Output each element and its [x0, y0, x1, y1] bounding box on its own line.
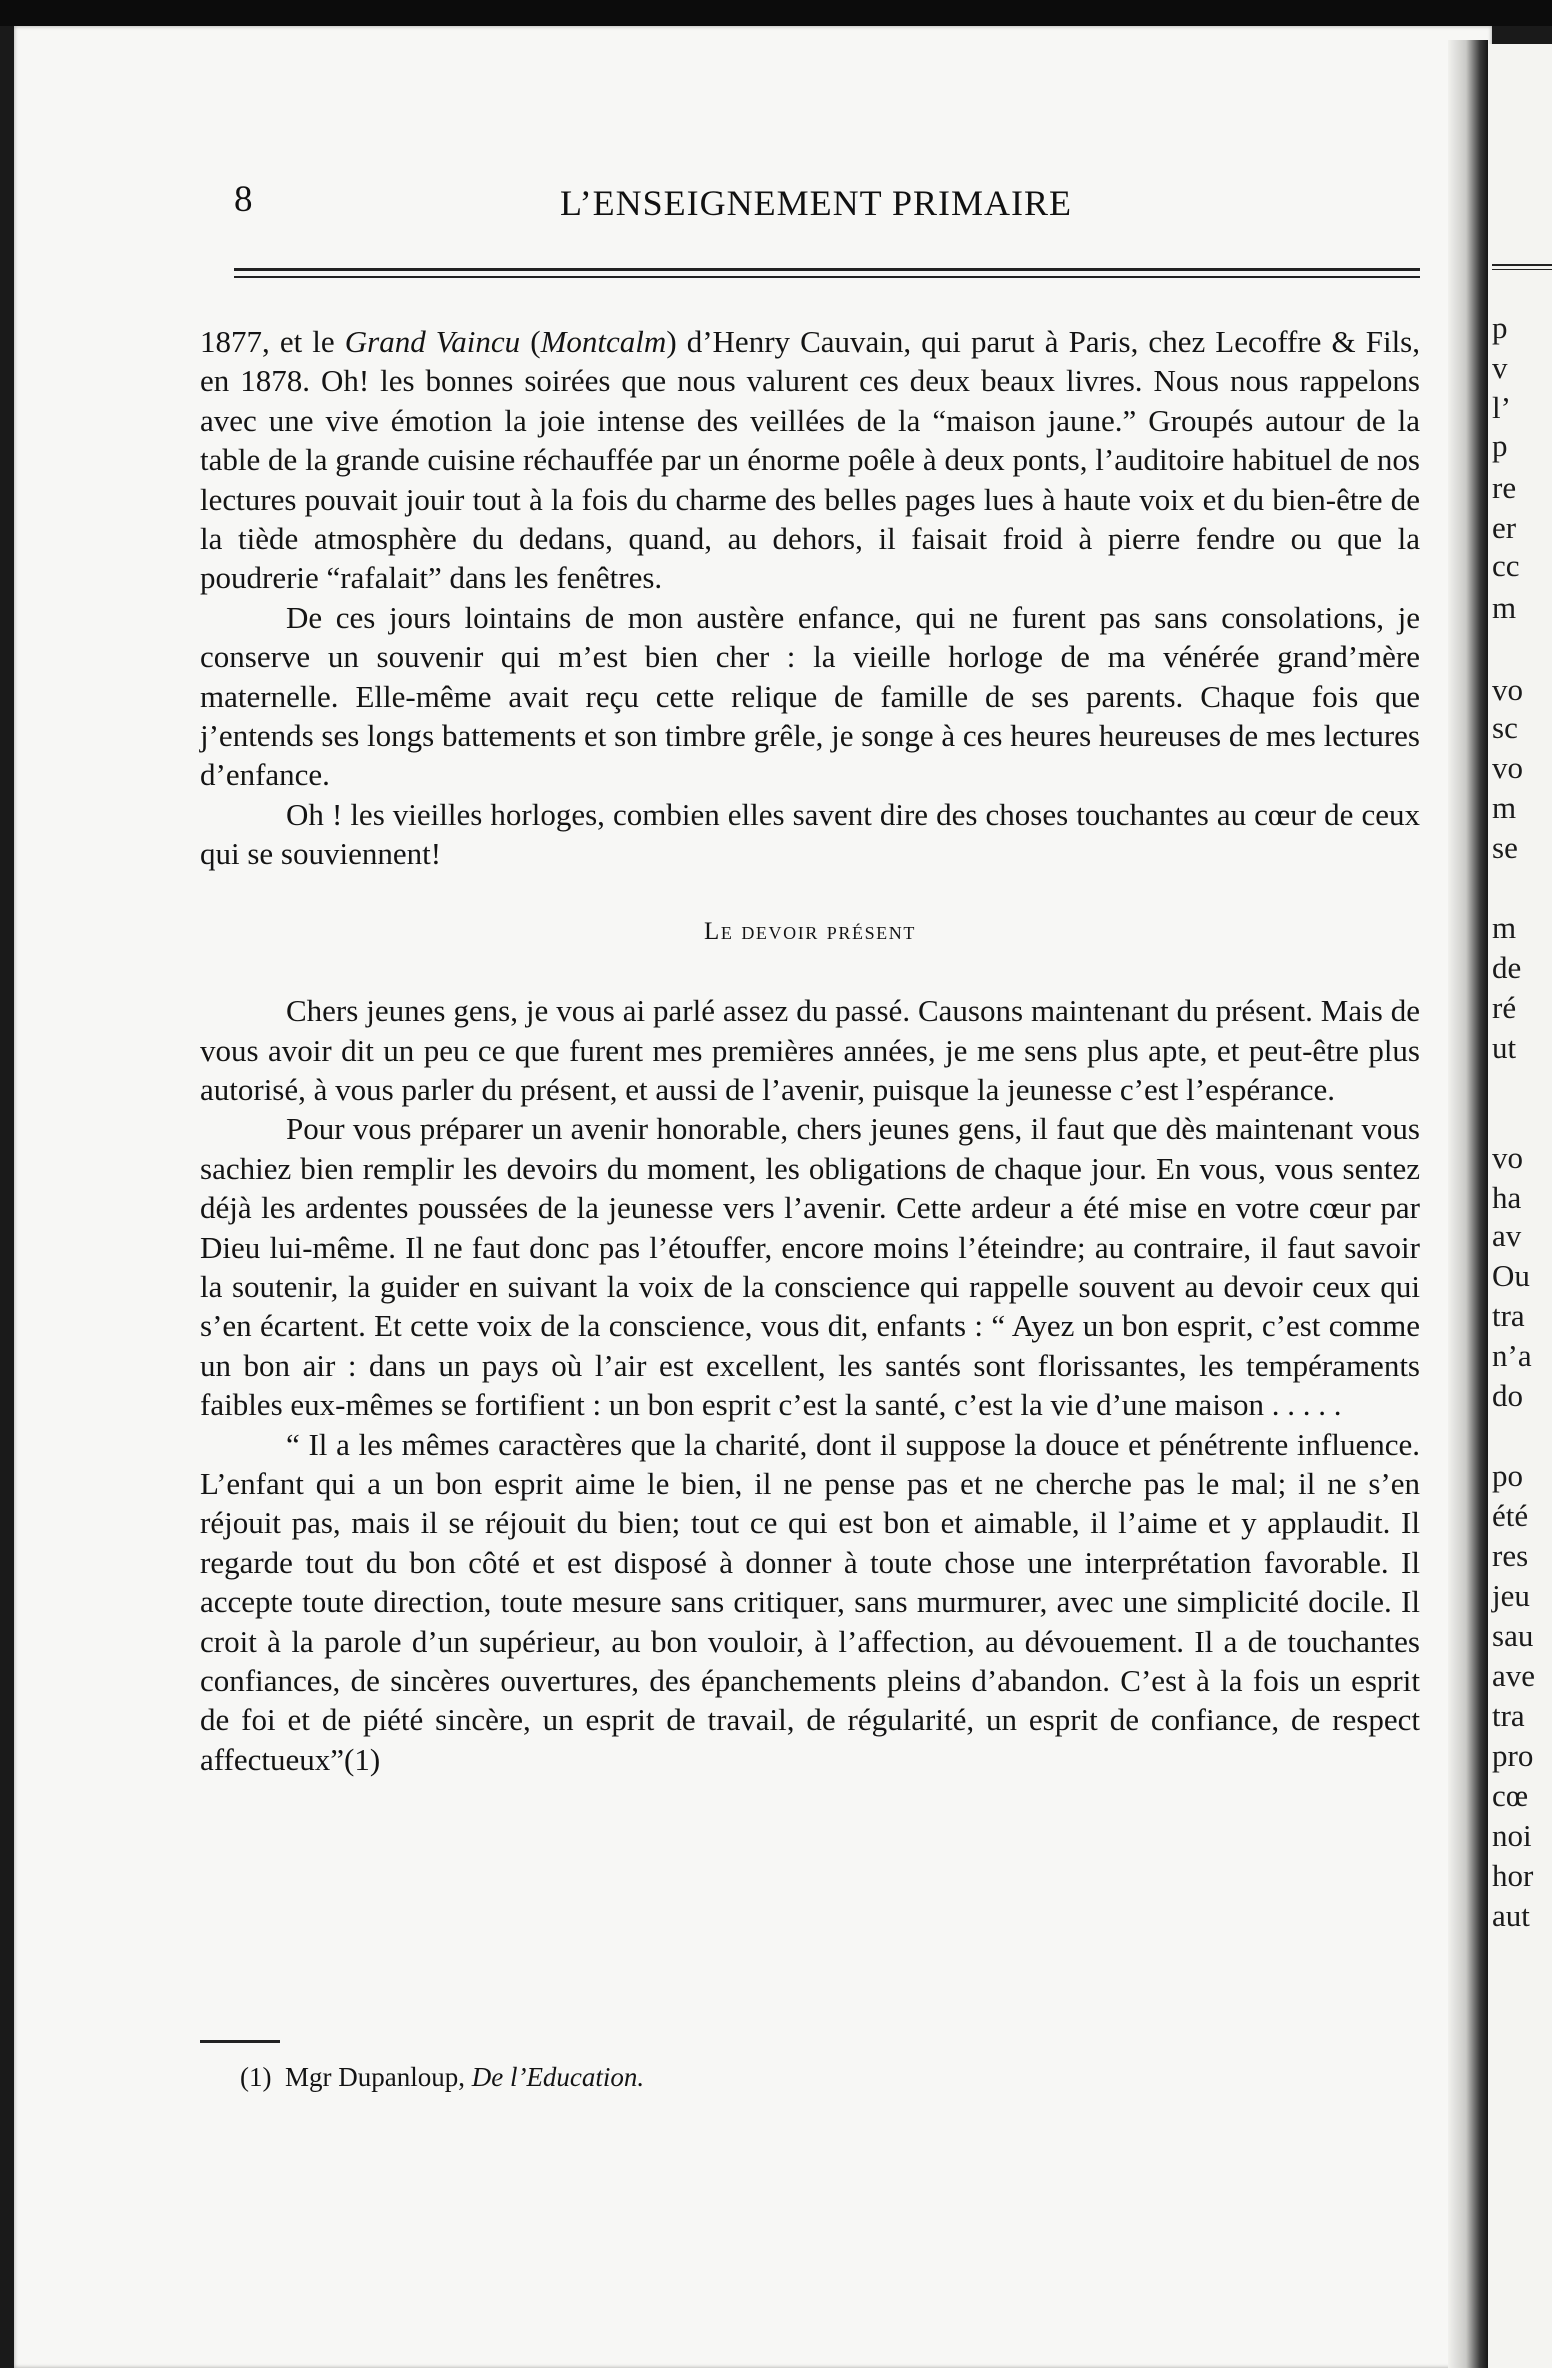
facing-text-fragment: m — [1492, 910, 1517, 945]
facing-text-fragment: cœ — [1492, 1778, 1529, 1813]
facing-text-fragment: pro — [1492, 1738, 1534, 1773]
footnote-marker: (1) — [240, 2062, 272, 2092]
facing-text-fragment: sc — [1492, 710, 1518, 745]
facing-text-fragment: ha — [1492, 1180, 1522, 1215]
book-title: Grand Vaincu — [344, 324, 521, 359]
header-rule — [234, 268, 1420, 278]
facing-text-fragment: jeu — [1492, 1578, 1530, 1613]
paragraph-6: “ Il a les mêmes caractères que la charité, dont il suppose la douce et pénétrente influence. L’enfant qui a un bon esprit aime le bien, il ne pense pas et ne cherche pas le mal; il ne s’en réjouit pas, mais il se réjouit du bien; tout ce qui est bon et aimable, il l’aime et y applaudit. Il regarde tout du bon côté et est disposé à donner à toute chose une interprétation favorable. Il accepte toute direction, toute mesure sans critiquer, sans murmurer, avec une simplicité docile. Il croit à la parole d’un supérieur, au bon vouloir, à l’affection, au dévouement. Il a de touchantes confiances, de sincères ouvertures, des épanchements pleins d’abandon. C’est à la fois un esprit de foi et de piété sincère, un esprit de travail, de régularité, un esprit de confiance, de respect affectueux”(1) — [200, 1426, 1420, 1777]
facing-text-fragment: vo — [1492, 672, 1523, 707]
facing-page-edge — [1488, 44, 1552, 2368]
facing-text-fragment: ave — [1492, 1658, 1536, 1693]
facing-text-fragment: n’a — [1492, 1338, 1532, 1373]
text-run: ( — [520, 324, 541, 359]
facing-text-fragment: aut — [1492, 1898, 1530, 1933]
facing-text-fragment: er — [1492, 510, 1517, 545]
facing-text-fragment: re — [1492, 470, 1517, 505]
facing-text-fragment: l’ — [1492, 390, 1511, 425]
page-number: 8 — [234, 179, 253, 220]
facing-text-fragment: été — [1492, 1498, 1529, 1533]
facing-text-fragment: po — [1492, 1458, 1523, 1493]
facing-text-fragment: do — [1492, 1378, 1523, 1413]
book-subtitle: Montcalm — [540, 324, 667, 359]
footnote-work: De l’Education. — [471, 2062, 645, 2092]
facing-text-fragment: de — [1492, 950, 1522, 985]
facing-text-fragment: av — [1492, 1218, 1522, 1253]
facing-text-fragment: tra — [1492, 1298, 1525, 1333]
facing-text-fragment: p — [1492, 428, 1508, 463]
paragraph-2: De ces jours lointains de mon austère enfance, qui ne furent pas sans consolations, je conserve un souvenir qui m’est bien cher : la vieille horloge de ma vénérée grand’mère maternelle. Elle-même avait reçu cette relique de famille de ses parents. Chaque fois que j’entends ses longs battements et son timbre grêle, je songe à ces heures heureuses de mes lectures d’enfance. — [200, 599, 1420, 793]
facing-text-fragment: vo — [1492, 1140, 1523, 1175]
scan-top-edge — [0, 0, 1552, 26]
facing-text-fragment: se — [1492, 830, 1518, 865]
facing-text-fragment: ré — [1492, 990, 1517, 1025]
body-text — [200, 322, 1420, 1779]
footnote-rule — [200, 2040, 280, 2043]
paragraph-4: Chers jeunes gens, je vous ai parlé assez du passé. Causons maintenant du présent. Mais de vous avoir dit un peu ce que furent mes premières années, je me sens plus apte, et peut-être plus autorisé, à vous parler du présent, et aussi de l’avenir, puisque la jeunesse c’est l’espérance. — [200, 993, 1420, 1107]
facing-text-fragment: hor — [1492, 1858, 1534, 1893]
facing-text-fragment: ut — [1492, 1030, 1517, 1065]
facing-text-fragment: vo — [1492, 750, 1523, 785]
paragraph-5: Pour vous préparer un avenir honorable, chers jeunes gens, il faut que dès maintenant vous sachiez bien remplir les devoirs du moment, les obligations de chaque jour. En vous, vous sentez déjà les ardentes poussées de la jeunesse vers l’avenir. Cette ardeur a été mise en votre cœur par Dieu lui-même. Il ne faut donc pas l’étouffer, encore moins l’éteindre; au contraire, il faut savoir la soutenir, la guider en suivant la voix de la conscience qui rappelle souvent au devoir ceux qui s’en écartent. Et cette voix de la conscience, vous dit, enfants : “ Ayez un bon esprit, c’est comme un bon air : dans un pays où l’air est excellent, les santés sont florissantes, les tempéraments faibles eux-mêmes se fortifient : un bon esprit c’est la santé, c’est la vie d’une maison . . . . . — [200, 1111, 1420, 1423]
text-run: ) d’Henry Cauvain, qui parut à Paris, chez Lecoffre & Fils, en 1878. Oh! les bonnes soirées que nous valurent ces deux beaux livres. Nous nous rappelons avec une vive émotion la joie intense des veillées de la “maison jaune.” Groupés autour de la table de la grande cuisine réchauffée par un énorme poêle à deux ponts, l’auditoire habituel de nos lectures pouvait jouir tout à la fois du charme des belles pages lues à haute voix et du bien-être de la tiède atmosphère du dedans, quand, au dehors, il faisait froid à pierre fendre ou que la poudrerie “rafalait” dans les fenêtres. — [200, 324, 1420, 596]
facing-text-fragment: p — [1492, 310, 1508, 345]
footnote — [240, 2062, 644, 2093]
paragraph-3: Oh ! les vieilles horloges, combien elles savent dire des choses touchantes au cœur de ceux qui se souviennent! — [200, 796, 1420, 872]
facing-text-fragment: m — [1492, 790, 1517, 825]
facing-text-fragment: noi — [1492, 1818, 1532, 1853]
facing-header-rule — [1492, 264, 1552, 270]
facing-text-fragment: v — [1492, 350, 1508, 385]
facing-text-fragment: res — [1492, 1538, 1529, 1573]
paragraph-1 — [200, 322, 1420, 598]
facing-text-fragment: sau — [1492, 1618, 1534, 1653]
running-head: L’ENSEIGNEMENT PRIMAIRE — [560, 183, 1073, 223]
text-run: 1877, et le — [200, 324, 345, 359]
book-spine-shadow — [1448, 40, 1488, 2368]
footnote-author: Mgr Dupanloup, — [284, 2062, 465, 2092]
facing-text-fragment: tra — [1492, 1698, 1525, 1733]
facing-text-fragment: Ou — [1492, 1258, 1530, 1293]
section-title: Le devoir présent — [704, 917, 916, 945]
facing-text-fragment: cc — [1492, 548, 1520, 583]
facing-text-fragment: m — [1492, 590, 1517, 625]
